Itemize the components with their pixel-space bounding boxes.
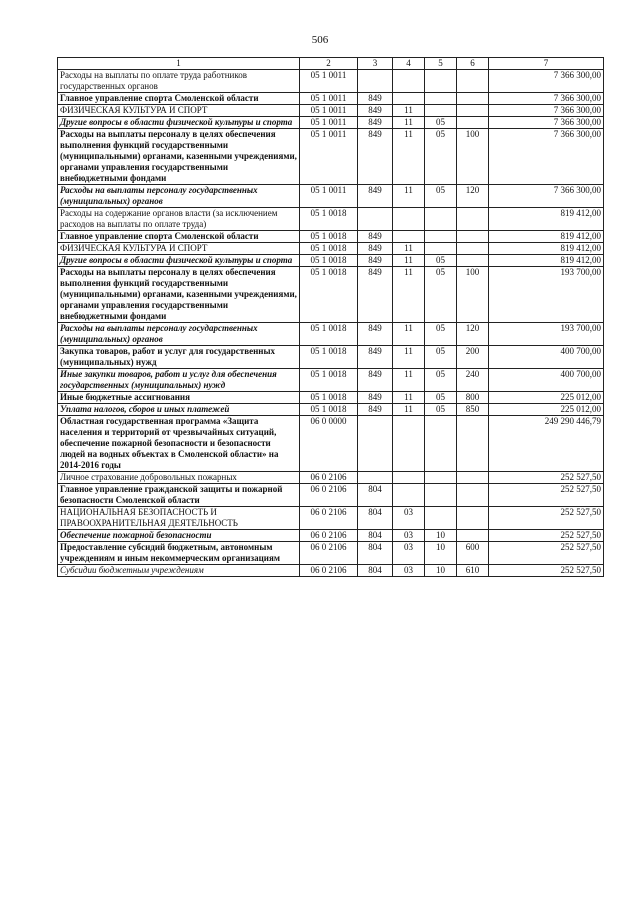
table-row [58, 542, 604, 565]
row-name: Расходы на выплаты персоналу государственных (муниципальных) органов [58, 185, 300, 208]
subsection-code [425, 507, 457, 530]
target-article-code: 06 0 2106 [300, 472, 358, 484]
expense-type-code: 600 [457, 542, 489, 565]
budget-table [57, 57, 604, 577]
row-name: Обеспечение пожарной безопасности [58, 530, 300, 542]
ministry-code: 849 [358, 267, 393, 323]
ministry-code: 849 [358, 117, 393, 129]
row-name: Расходы на содержание органов власти (за исключением расходов на выплаты по оплате труда) [58, 208, 300, 231]
subsection-code: 05 [425, 255, 457, 267]
expense-type-code [457, 484, 489, 507]
expense-type-code [457, 416, 489, 472]
header-cell: 7 [489, 58, 604, 70]
expense-type-code [457, 105, 489, 117]
table-row [58, 243, 604, 255]
ministry-code [358, 70, 393, 93]
table-row [58, 105, 604, 117]
target-article-code: 05 1 0011 [300, 129, 358, 185]
ministry-code: 849 [358, 231, 393, 243]
amount: 819 412,00 [489, 255, 604, 267]
subsection-code: 05 [425, 117, 457, 129]
target-article-code: 05 1 0011 [300, 105, 358, 117]
ministry-code: 849 [358, 346, 393, 369]
section-code: 11 [393, 404, 425, 416]
target-article-code: 06 0 2106 [300, 542, 358, 565]
subsection-code [425, 208, 457, 231]
target-article-code: 06 0 2106 [300, 507, 358, 530]
ministry-code: 849 [358, 105, 393, 117]
row-name: Личное страхование добровольных пожарных [58, 472, 300, 484]
row-name: ФИЗИЧЕСКАЯ КУЛЬТУРА И СПОРТ [58, 105, 300, 117]
subsection-code: 10 [425, 565, 457, 577]
table-body [58, 70, 604, 577]
table-row [58, 472, 604, 484]
expense-type-code: 610 [457, 565, 489, 577]
table-row [58, 93, 604, 105]
target-article-code: 06 0 2106 [300, 484, 358, 507]
table-row [58, 565, 604, 577]
amount: 7 366 300,00 [489, 105, 604, 117]
subsection-code [425, 105, 457, 117]
target-article-code: 05 1 0011 [300, 185, 358, 208]
row-name: ФИЗИЧЕСКАЯ КУЛЬТУРА И СПОРТ [58, 243, 300, 255]
subsection-code: 05 [425, 129, 457, 185]
subsection-code: 05 [425, 185, 457, 208]
amount: 225 012,00 [489, 404, 604, 416]
row-name: Расходы на выплаты персоналу в целях обеспечения выполнения функций государственными (муниципальными) органами, казенными учреждениями, органами управления государственными внебюджетными фондами [58, 129, 300, 185]
ministry-code: 804 [358, 484, 393, 507]
table-row [58, 70, 604, 93]
header-cell: 4 [393, 58, 425, 70]
subsection-code [425, 70, 457, 93]
row-name: НАЦИОНАЛЬНАЯ БЕЗОПАСНОСТЬ И ПРАВООХРАНИТЕЛЬНАЯ ДЕЯТЕЛЬНОСТЬ [58, 507, 300, 530]
section-code: 11 [393, 105, 425, 117]
subsection-code [425, 231, 457, 243]
table-row [58, 346, 604, 369]
target-article-code: 05 1 0018 [300, 346, 358, 369]
subsection-code: 05 [425, 404, 457, 416]
section-code: 11 [393, 117, 425, 129]
ministry-code: 804 [358, 507, 393, 530]
amount: 252 527,50 [489, 472, 604, 484]
expense-type-code [457, 231, 489, 243]
row-name: Расходы на выплаты по оплате труда работников государственных органов [58, 70, 300, 93]
row-name: Иные закупки товаров, работ и услуг для обеспечения государственных (муниципальных) нужд [58, 369, 300, 392]
expense-type-code [457, 507, 489, 530]
table-row [58, 404, 604, 416]
row-name: Другие вопросы в области физической культуры и спорта [58, 255, 300, 267]
amount: 193 700,00 [489, 267, 604, 323]
section-code: 11 [393, 267, 425, 323]
subsection-code [425, 243, 457, 255]
amount: 819 412,00 [489, 243, 604, 255]
table-row [58, 369, 604, 392]
target-article-code: 05 1 0018 [300, 323, 358, 346]
table-row [58, 208, 604, 231]
ministry-code: 849 [358, 243, 393, 255]
ministry-code [358, 472, 393, 484]
subsection-code: 05 [425, 392, 457, 404]
ministry-code: 804 [358, 530, 393, 542]
table-row [58, 416, 604, 472]
header-row [58, 58, 604, 70]
section-code: 11 [393, 346, 425, 369]
target-article-code: 05 1 0018 [300, 243, 358, 255]
amount: 252 527,50 [489, 542, 604, 565]
amount: 249 290 446,79 [489, 416, 604, 472]
amount: 400 700,00 [489, 346, 604, 369]
expense-type-code [457, 243, 489, 255]
section-code [393, 484, 425, 507]
target-article-code: 05 1 0011 [300, 117, 358, 129]
amount: 225 012,00 [489, 392, 604, 404]
section-code [393, 93, 425, 105]
target-article-code: 05 1 0018 [300, 392, 358, 404]
section-code [393, 231, 425, 243]
ministry-code: 849 [358, 185, 393, 208]
amount: 252 527,50 [489, 565, 604, 577]
expense-type-code: 850 [457, 404, 489, 416]
ministry-code: 849 [358, 404, 393, 416]
section-code: 11 [393, 243, 425, 255]
amount: 400 700,00 [489, 369, 604, 392]
section-code [393, 472, 425, 484]
page-number: 506 [311, 34, 329, 46]
target-article-code: 05 1 0018 [300, 208, 358, 231]
expense-type-code [457, 530, 489, 542]
target-article-code: 06 0 2106 [300, 565, 358, 577]
row-name: Другие вопросы в области физической культуры и спорта [58, 117, 300, 129]
section-code [393, 208, 425, 231]
subsection-code: 05 [425, 267, 457, 323]
ministry-code: 849 [358, 255, 393, 267]
amount: 7 366 300,00 [489, 185, 604, 208]
table-row [58, 392, 604, 404]
section-code: 11 [393, 392, 425, 404]
subsection-code [425, 93, 457, 105]
ministry-code: 804 [358, 542, 393, 565]
ministry-code: 849 [358, 93, 393, 105]
table-row [58, 484, 604, 507]
expense-type-code: 120 [457, 185, 489, 208]
subsection-code: 05 [425, 369, 457, 392]
subsection-code [425, 472, 457, 484]
table-row [58, 267, 604, 323]
amount: 252 527,50 [489, 484, 604, 507]
section-code: 11 [393, 185, 425, 208]
ministry-code [358, 208, 393, 231]
table-row [58, 185, 604, 208]
section-code: 11 [393, 323, 425, 346]
ministry-code: 804 [358, 565, 393, 577]
table-row [58, 117, 604, 129]
expense-type-code: 200 [457, 346, 489, 369]
header-cell: 5 [425, 58, 457, 70]
expense-type-code [457, 255, 489, 267]
amount: 193 700,00 [489, 323, 604, 346]
expense-type-code: 120 [457, 323, 489, 346]
expense-type-code: 240 [457, 369, 489, 392]
ministry-code: 849 [358, 369, 393, 392]
amount: 7 366 300,00 [489, 117, 604, 129]
header-cell: 2 [300, 58, 358, 70]
expense-type-code [457, 472, 489, 484]
subsection-code [425, 416, 457, 472]
header-cell: 3 [358, 58, 393, 70]
table-row [58, 255, 604, 267]
table-row [58, 231, 604, 243]
amount: 819 412,00 [489, 208, 604, 231]
amount: 7 366 300,00 [489, 70, 604, 93]
table-row [58, 530, 604, 542]
amount: 7 366 300,00 [489, 129, 604, 185]
subsection-code: 10 [425, 542, 457, 565]
row-name: Расходы на выплаты персоналу в целях обеспечения выполнения функций государственными (муниципальными) органами, казенными учреждениями, органами управления государственными внебюджетными фондами [58, 267, 300, 323]
row-name: Главное управление спорта Смоленской области [58, 231, 300, 243]
target-article-code: 05 1 0018 [300, 231, 358, 243]
expense-type-code: 100 [457, 129, 489, 185]
subsection-code: 10 [425, 530, 457, 542]
section-code: 03 [393, 507, 425, 530]
expense-type-code [457, 70, 489, 93]
row-name: Главное управление гражданской защиты и пожарной безопасности Смоленской области [58, 484, 300, 507]
table-row [58, 129, 604, 185]
table-row [58, 323, 604, 346]
target-article-code: 05 1 0018 [300, 267, 358, 323]
ministry-code: 849 [358, 129, 393, 185]
expense-type-code [457, 208, 489, 231]
expense-type-code [457, 117, 489, 129]
expense-type-code: 100 [457, 267, 489, 323]
amount: 819 412,00 [489, 231, 604, 243]
section-code: 11 [393, 369, 425, 392]
target-article-code: 05 1 0011 [300, 70, 358, 93]
section-code: 11 [393, 129, 425, 185]
subsection-code [425, 484, 457, 507]
row-name: Главное управление спорта Смоленской области [58, 93, 300, 105]
subsection-code: 05 [425, 323, 457, 346]
section-code: 03 [393, 530, 425, 542]
subsection-code: 05 [425, 346, 457, 369]
target-article-code: 05 1 0018 [300, 255, 358, 267]
target-article-code: 06 0 0000 [300, 416, 358, 472]
amount: 7 366 300,00 [489, 93, 604, 105]
target-article-code: 05 1 0018 [300, 404, 358, 416]
section-code [393, 416, 425, 472]
row-name: Иные бюджетные ассигнования [58, 392, 300, 404]
section-code: 03 [393, 565, 425, 577]
section-code: 11 [393, 255, 425, 267]
target-article-code: 06 0 2106 [300, 530, 358, 542]
row-name: Уплата налогов, сборов и иных платежей [58, 404, 300, 416]
amount: 252 527,50 [489, 530, 604, 542]
row-name: Расходы на выплаты персоналу государственных (муниципальных) органов [58, 323, 300, 346]
row-name: Областная государственная программа «Защита населения и территорий от чрезвычайных ситуаций, обеспечение пожарной безопасности и безопасности людей на водных объектах в Смоленской области» на 2014-2016 годы [58, 416, 300, 472]
table-row [58, 507, 604, 530]
ministry-code [358, 416, 393, 472]
section-code: 03 [393, 542, 425, 565]
amount: 252 527,50 [489, 507, 604, 530]
header-cell: 6 [457, 58, 489, 70]
expense-type-code [457, 93, 489, 105]
expense-type-code: 800 [457, 392, 489, 404]
row-name: Закупка товаров, работ и услуг для государственных (муниципальных) нужд [58, 346, 300, 369]
header-cell: 1 [58, 58, 300, 70]
ministry-code: 849 [358, 323, 393, 346]
row-name: Предоставление субсидий бюджетным, автономным учреждениям и иным некоммерческим организациям [58, 542, 300, 565]
section-code [393, 70, 425, 93]
target-article-code: 05 1 0011 [300, 93, 358, 105]
ministry-code: 849 [358, 392, 393, 404]
row-name: Субсидии бюджетным учреждениям [58, 565, 300, 577]
target-article-code: 05 1 0018 [300, 369, 358, 392]
